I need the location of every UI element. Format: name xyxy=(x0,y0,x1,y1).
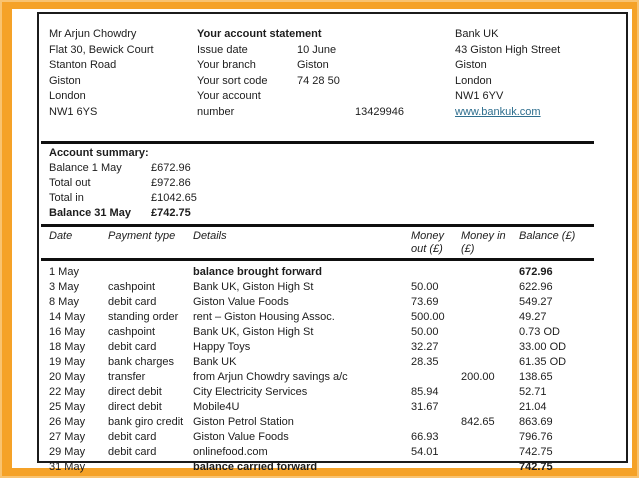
column-header-balance: Balance (£) xyxy=(519,227,594,260)
statement-title: Your account statement xyxy=(197,28,322,40)
transaction-money-out: 50.00 xyxy=(411,281,439,293)
transaction-payment-type: debit card xyxy=(108,446,157,458)
transaction-details: from Arjun Chowdry savings a/c xyxy=(193,371,348,383)
transaction-payment-type: cashpoint xyxy=(108,281,156,293)
customer-address-line: Stanton Road xyxy=(49,59,117,71)
statement-field-row xyxy=(197,89,455,120)
transaction-payment-type: transfer xyxy=(108,371,146,383)
transaction-money-out xyxy=(411,460,461,475)
summary-row-label: Total in xyxy=(49,192,84,204)
transaction-row xyxy=(41,260,594,281)
statement-field-row xyxy=(197,58,455,74)
transaction-money-out xyxy=(411,370,461,385)
transaction-money-in xyxy=(461,430,519,445)
transaction-date: 3 May xyxy=(49,281,79,293)
transaction-details: balance carried forward xyxy=(193,461,318,473)
transaction-date: 14 May xyxy=(49,311,86,323)
transaction-balance: 61.35 OD xyxy=(519,356,567,368)
transaction-balance: 138.65 xyxy=(519,371,553,383)
transaction-details: Bank UK xyxy=(193,356,237,368)
transaction-details: Happy Toys xyxy=(193,341,251,353)
transaction-money-in: 842.65 xyxy=(461,416,495,428)
transaction-details: Giston Petrol Station xyxy=(193,416,294,428)
statement-field-label: Your branch xyxy=(197,59,256,71)
transaction-balance: 52.71 xyxy=(519,386,547,398)
transaction-details: Mobile4U xyxy=(193,401,240,413)
transaction-row xyxy=(41,310,594,325)
transaction-money-in xyxy=(461,340,519,355)
account-summary-row xyxy=(49,206,594,221)
transaction-balance: 742.75 xyxy=(519,461,553,473)
statement-fields xyxy=(197,43,455,121)
customer-address-block xyxy=(49,27,197,120)
bank-website-link[interactable]: www.bankuk.com xyxy=(455,105,541,118)
transaction-balance: 0.73 OD xyxy=(519,326,560,338)
customer-address-line: Mr Arjun Chowdry xyxy=(49,28,137,40)
transaction-payment-type: standing order xyxy=(108,311,179,323)
statement-field-row xyxy=(197,74,455,90)
transaction-money-out xyxy=(411,415,461,430)
transactions-table xyxy=(41,227,594,475)
account-summary-row xyxy=(49,191,594,206)
transaction-payment-type xyxy=(108,260,193,281)
transaction-payment-type: bank charges xyxy=(108,356,175,368)
column-header-money-out: Money out (£) xyxy=(411,227,461,260)
summary-row-label: Balance 1 May xyxy=(49,162,122,174)
bank-address-line: Giston xyxy=(455,59,487,71)
transaction-row xyxy=(41,340,594,355)
statement-field-value: Giston xyxy=(297,59,329,71)
account-statement-info xyxy=(197,27,455,120)
transactions-body xyxy=(41,260,594,476)
customer-address-line: Flat 30, Bewick Court xyxy=(49,43,154,56)
transaction-money-out: 50.00 xyxy=(411,326,439,338)
bank-address-line: London xyxy=(455,74,492,87)
customer-address-line: NW1 6YS xyxy=(49,105,98,118)
statement-header xyxy=(49,27,620,120)
bank-address-line: 43 Giston High Street xyxy=(455,43,561,56)
transaction-payment-type: direct debit xyxy=(108,386,162,398)
transaction-balance: 672.96 xyxy=(519,266,553,278)
statement-field-value: 10 June xyxy=(297,43,337,56)
transaction-payment-type: direct debit xyxy=(108,401,162,413)
transaction-balance: 796.76 xyxy=(519,431,553,443)
statement-field-label: Issue date xyxy=(197,43,248,56)
transaction-details: onlinefood.com xyxy=(193,446,268,458)
summary-row-value: £672.96 xyxy=(151,162,191,174)
statement-field-value: 13429946 xyxy=(355,105,404,118)
column-header-date: Date xyxy=(41,227,108,260)
transaction-money-out: 73.69 xyxy=(411,296,439,308)
account-summary-row xyxy=(49,176,594,191)
transaction-money-in xyxy=(461,310,519,325)
transaction-money-out: 66.93 xyxy=(411,431,439,443)
transaction-money-out: 32.27 xyxy=(411,341,439,353)
transaction-money-out: 85.94 xyxy=(411,386,439,398)
transaction-payment-type: debit card xyxy=(108,431,157,443)
statement-field-label: Your account number xyxy=(197,90,261,118)
transaction-row xyxy=(41,385,594,400)
transaction-payment-type: debit card xyxy=(108,296,157,308)
transaction-payment-type: bank giro credit xyxy=(108,416,184,428)
transaction-date: 20 May xyxy=(49,371,86,383)
transaction-balance: 622.96 xyxy=(519,281,553,293)
summary-row-value: £1042.65 xyxy=(151,192,197,204)
transaction-payment-type: debit card xyxy=(108,341,157,353)
transaction-balance: 21.04 xyxy=(519,401,547,413)
transaction-date: 1 May xyxy=(49,266,79,278)
transaction-details: City Electricity Services xyxy=(193,386,308,398)
summary-row-label: Total out xyxy=(49,177,91,189)
account-summary-title: Account summary: xyxy=(49,147,149,159)
transaction-row xyxy=(41,325,594,340)
transaction-date: 31 May xyxy=(49,461,86,473)
transaction-money-in xyxy=(461,260,519,281)
statement-field-label: Your sort code xyxy=(197,74,268,87)
transaction-money-in xyxy=(461,295,519,310)
transaction-date: 8 May xyxy=(49,296,79,308)
transaction-date: 25 May xyxy=(49,401,86,413)
transaction-row xyxy=(41,370,594,385)
account-summary-row xyxy=(49,161,594,176)
transaction-money-out: 31.67 xyxy=(411,401,439,413)
column-header-money-in: Money in (£) xyxy=(461,227,519,260)
transaction-date: 19 May xyxy=(49,356,86,368)
transaction-balance: 742.75 xyxy=(519,446,553,458)
transaction-money-in xyxy=(461,400,519,415)
transaction-payment-type: cashpoint xyxy=(108,326,156,338)
transaction-balance: 549.27 xyxy=(519,296,553,308)
transaction-row xyxy=(41,355,594,370)
transaction-row xyxy=(41,445,594,460)
transaction-details: Bank UK, Giston High St xyxy=(193,281,314,293)
transaction-date: 29 May xyxy=(49,446,86,458)
summary-row-value: £972.86 xyxy=(151,177,191,189)
transaction-details: balance brought forward xyxy=(193,266,322,278)
transaction-row xyxy=(41,430,594,445)
summary-row-label: Balance 31 May xyxy=(49,207,131,219)
transaction-row xyxy=(41,415,594,430)
transaction-date: 18 May xyxy=(49,341,86,353)
customer-address-line: London xyxy=(49,90,86,102)
transaction-date: 16 May xyxy=(49,326,86,338)
transaction-details: rent – Giston Housing Assoc. xyxy=(193,311,335,323)
account-summary xyxy=(41,141,594,227)
transaction-money-out: 28.35 xyxy=(411,356,439,368)
page-margin xyxy=(12,9,632,473)
transaction-date: 27 May xyxy=(49,431,86,443)
transaction-row xyxy=(41,460,594,475)
transaction-money-in xyxy=(461,355,519,370)
column-header-payment-type: Payment type xyxy=(108,227,193,260)
transaction-money-in xyxy=(461,280,519,295)
transaction-details: Bank UK, Giston High St xyxy=(193,326,314,338)
transaction-details: Giston Value Foods xyxy=(193,296,289,308)
transaction-payment-type xyxy=(108,460,193,475)
transaction-details: Giston Value Foods xyxy=(193,431,289,443)
summary-row-value: £742.75 xyxy=(151,207,191,219)
transaction-money-in xyxy=(461,325,519,340)
bank-statement-document xyxy=(37,12,628,473)
transaction-row xyxy=(41,280,594,295)
transaction-balance: 33.00 OD xyxy=(519,341,567,353)
transaction-money-in xyxy=(461,460,519,475)
transaction-row xyxy=(41,400,594,415)
statement-field-value: 74 28 50 xyxy=(297,74,340,87)
transaction-money-in xyxy=(461,445,519,460)
transaction-balance: 863.69 xyxy=(519,416,553,428)
transaction-balance: 49.27 xyxy=(519,311,547,323)
transaction-money-out: 500.00 xyxy=(411,311,445,323)
bank-address-line: Bank UK xyxy=(455,28,499,40)
customer-address-line: Giston xyxy=(49,74,81,87)
transaction-date: 26 May xyxy=(49,416,86,428)
statement-field-row xyxy=(197,43,455,59)
transaction-money-in: 200.00 xyxy=(461,371,495,383)
transactions-header-row xyxy=(41,227,594,260)
column-header-details: Details xyxy=(193,227,411,260)
transaction-money-out xyxy=(411,260,461,281)
bank-address-block xyxy=(455,27,620,120)
transaction-money-in xyxy=(461,385,519,400)
transaction-date: 22 May xyxy=(49,386,86,398)
transaction-money-out: 54.01 xyxy=(411,446,439,458)
transaction-row xyxy=(41,295,594,310)
bank-address-line: NW1 6YV xyxy=(455,90,504,102)
